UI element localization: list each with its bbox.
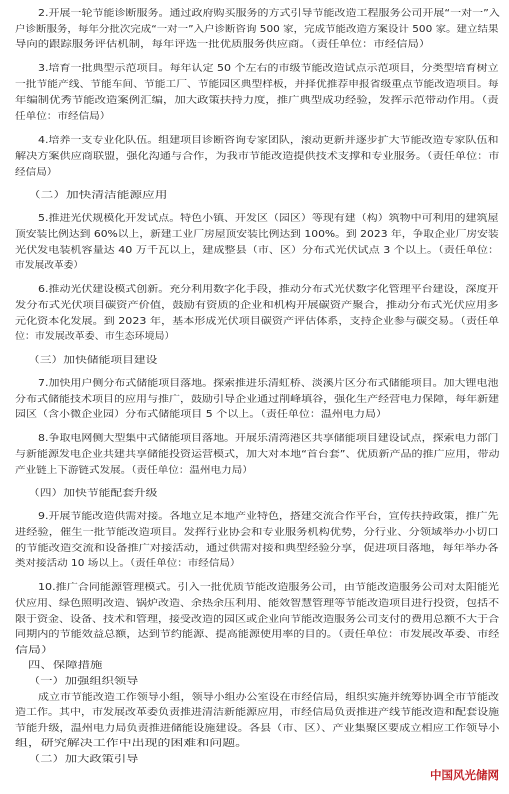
text-line-content: 4.培养一支专业化队伍。组建项目诊断咨询专家团队，滚动更新并逐步扩大节能改造专家队伍和 — [38, 135, 499, 147]
text-line-content: 造工作。其中，市发展改革委负责推进清洁新能源应用，市经信局负责推进产线节能改造和配套设施 — [15, 707, 500, 719]
text-line-content: 位：市发展改革委、市生态环境局） — [15, 331, 175, 343]
section-heading-text: （二）加大政策引导 — [28, 754, 139, 765]
text-line — [0, 558, 509, 570]
text-line-content: 3.培育一批典型示范项目。每年认定 50 个左右的市级节能改造试点示范项目，分类型培育树立 — [38, 63, 499, 75]
text-line-content: 同期内的节能效益总额，达到节约能源、提高能源使用率的目的。（责任单位：市发展改革委、市经 — [15, 629, 500, 641]
text-line — [0, 167, 509, 179]
text-line — [0, 433, 509, 445]
text-line-content: 5.推进光伏规模化开发试点。特色小镇、开发区（园区）等现有建（构）筑物中可利用的建筑屋 — [38, 213, 499, 225]
text-line-content: 信局） — [15, 644, 54, 656]
text-line-content: 2.开展一轮节能诊断服务。通过政府购买服务的方式引导节能改造工程服务公司开展“一对一”入 — [38, 8, 500, 19]
text-line — [0, 409, 509, 421]
text-line — [0, 8, 509, 20]
text-line-content: 7.加快用户侧分布式储能项目落地。探索推进乐清虹桥、淡溪片区分布式储能项目。加大锂电池 — [38, 377, 499, 389]
text-line — [0, 260, 509, 272]
text-line — [0, 598, 509, 610]
section-heading — [0, 660, 509, 672]
section-heading-text: 四、保障措施 — [28, 660, 103, 672]
text-line — [0, 95, 509, 107]
text-line-content: 顶安装比例达到 60%以上，新建工业厂房屋顶安装比例达到 100%。到 2023 年，争取企业厂房安装 — [15, 228, 499, 240]
text-line — [0, 394, 509, 406]
text-line — [0, 63, 509, 75]
text-line — [0, 79, 509, 91]
text-line-content: 6.推动光伏建设模式创新。充分利用数字化手段，推动分布式光伏数字化管理平台建设，深度开 — [38, 284, 499, 296]
text-line — [0, 229, 509, 241]
text-line — [0, 245, 509, 257]
text-line — [0, 465, 509, 477]
text-line-content: 经信局） — [15, 166, 58, 178]
text-line-content: 发分布式光伏项目碳资产价值，鼓励有资质的企业和机构开展碳资产聚合，推动分布式光伏应用多 — [15, 299, 499, 311]
text-line-content: 组，研究解决工作中出现的困难和问题。 — [15, 738, 249, 750]
text-line-content: 与新能源发电企业共建共享储能投资运营模式，加大对本地“首台套”、优质新产品的推广应用，带动 — [15, 449, 500, 460]
text-line — [0, 723, 509, 735]
text-line-content: 年编制优秀节能改造案例汇编，加大政策扶持力度，推广典型成功经验，发挥示范带动作用。（责 — [15, 94, 499, 106]
text-line-content: 类对接活动 10 场以上。（责任单位：市经信局） — [15, 558, 241, 570]
text-line — [0, 213, 509, 225]
text-line-content: 的节能改造交流和设备推广对接活动，通过供需对接和典型经验分享，促进项目落地，每年举办各 — [15, 542, 499, 554]
section-heading-text: （四）加快节能配套升级 — [28, 488, 158, 499]
text-line — [0, 331, 509, 343]
text-line-content: 10.推广合同能源管理模式。引入一批优质节能改造服务公司，由节能改造服务公司对太阳能光 — [38, 582, 500, 594]
text-line — [0, 151, 509, 163]
text-line — [0, 284, 509, 296]
text-line-content: 户诊断服务，每年分批次完成“一对一”入户诊断咨询 500 家，完成节能改造方案设计 500 家。建立结果 — [15, 23, 499, 35]
section-heading-text: （一）加强组织领导 — [28, 676, 139, 688]
text-line-content: 分布式储能技术项目的应用与推广，鼓励引导企业通过削峰填谷，强化生产经营电力保障，每年新建 — [15, 393, 500, 405]
text-line-content: 元化资本化发展。到 2023 年，基本形成光伏项目碳资产评估体系，支持企业参与碳交易。（责任单 — [15, 315, 500, 327]
section-heading-text: （三）加快储能项目建设 — [28, 354, 158, 366]
text-line-content: 8.争取电网侧大型集中式储能项目落地。开展乐清湾港区共享储能项目建设试点，探索电力部门 — [38, 433, 499, 445]
text-line — [0, 692, 509, 704]
text-line — [0, 511, 509, 523]
text-line — [0, 645, 509, 657]
text-line-content: 伏应用、绿色照明改造、锅炉改造、余热余压利用、能效智慧管理等节能改造项目进行投资，包括不 — [15, 598, 500, 610]
text-line-content: 市发展改革委） — [15, 260, 84, 272]
section-heading — [0, 355, 509, 367]
text-line — [0, 300, 509, 312]
text-line-content: 成立市节能改造工作领导小组，领导小组办公室设在市经信局，组织实施并统筹协调全市节能改 — [38, 691, 499, 703]
section-heading — [0, 676, 509, 688]
text-line-content: 导向的跟踪服务评估机制，每年评选一批优质服务供应商。（责任单位：市经信局） — [15, 39, 431, 51]
section-heading — [0, 754, 509, 766]
text-line — [0, 707, 509, 719]
text-line-content: 解决方案供应商联盟，强化沟通与合作，为我市节能改造提供技术支撑和专业服务。（责任单位：市 — [15, 150, 500, 162]
text-line — [0, 39, 509, 51]
text-line-content: 限于资金、设备、技术和管理，接受改造的园区或企业向节能改造服务公司支付的费用总额不大于合 — [15, 613, 500, 625]
text-line — [0, 582, 509, 594]
section-heading — [0, 190, 509, 202]
text-line — [0, 111, 509, 123]
text-line-content: 进经验，催生一批节能改造项目。发挥行业协会和专业服务机构优势，分行业、分领域举办小切口 — [15, 526, 499, 538]
text-line — [0, 316, 509, 328]
section-heading-text: （二）加快清洁能源应用 — [28, 189, 168, 201]
watermark: 中国风光储网 — [430, 768, 499, 782]
text-line-content: 产业链上下游链式发展。（责任单位：温州电力局） — [15, 464, 253, 476]
text-line — [0, 738, 509, 750]
text-line — [0, 449, 509, 461]
section-heading — [0, 488, 509, 500]
text-line — [0, 527, 509, 539]
text-line-content: 园区（含小微企业园）分布式储能项目 5 个以上。（责任单位：温州电力局） — [15, 409, 387, 421]
text-line-content: 任单位：市经信局） — [15, 111, 111, 123]
text-line-content: 一批节能产线、节能车间、节能工厂、节能园区典型样板，并择优推荐申报省级重点节能改造项目。每 — [15, 79, 499, 91]
text-line-content: 9.开展节能改造供需对接。各地立足本地产业特色，搭建交流合作平台，宣传扶持政策，推广先 — [38, 511, 499, 523]
text-line — [0, 629, 509, 641]
text-line-content: 光伏发电装机容量达 40 万千瓦以上，建成整县（市、区）分布式光伏试点 3 个以上。（责任单位： — [15, 244, 500, 256]
text-line — [0, 614, 509, 626]
text-line — [0, 378, 509, 390]
text-line — [0, 543, 509, 555]
text-line-content: 节能升级，温州电力局负责推进储能设施建设。各县（市、区）、产业集聚区要成立相应工作领导小 — [15, 722, 500, 734]
text-line — [0, 135, 509, 147]
text-line — [0, 24, 509, 36]
